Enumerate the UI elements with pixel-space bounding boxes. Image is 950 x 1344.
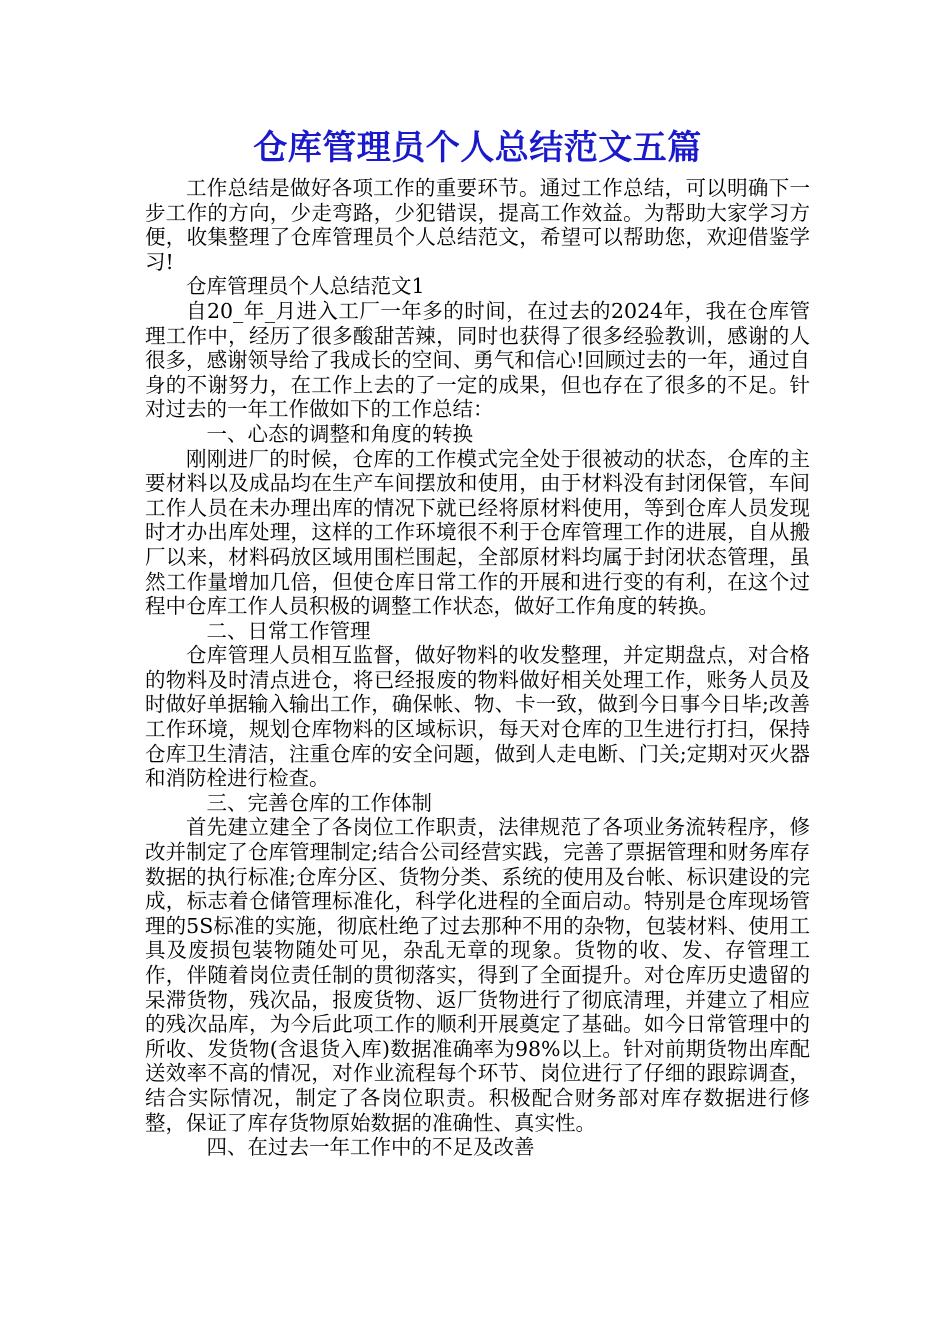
essay-subtitle: 仓库管理员个人总结范文1 bbox=[186, 274, 425, 299]
section-heading: 一、心态的调整和角度的转换 bbox=[206, 421, 473, 446]
body-paragraph: 首先建立建全了各岗位工作职责，法律规范了各项业务流转程序，修改并制定了仓库管理制定;结合公司经营实践，完善了票据管理和财务库存数据的执行标准;仓库分区、货物分类、系统的使用及台帐、标识建设的完成，标志着仓储管理标准化，科学化进程的全面启动。特别是仓库现场管理的5S标准的实施，彻底杜绝了过去那种不用的杂物，包装材料、使用工具及废损包装物随处可见，杂乱无章的现象。货物的收、发、存管理工作，伴随着岗位责任制的贯彻落实，得到了全面提升。对仓库历史遗留的呆滞货物，残次品，报废货物、返厂货物进行了彻底清理，并建立了相应的残次品库，为今后此项工作的顺利开展奠定了基础。如今日常管理中的所收、发货物(含退货入库)数据准确率为98%以上。针对前期货物出库配送效率不高的情况，对作业流程每个环节、岗位进行了仔细的跟踪调查，结合实际情况，制定了各岗位职责。积极配合财务部对库存数据进行修整，保证了库存货物原始数据的准确性、真实性。 bbox=[145, 815, 810, 1135]
body-paragraph: 自20_年_月进入工厂一年多的时间，在过去的2024年，我在仓库管理工作中，经历了很多酸甜苦辣，同时也获得了很多经验教训，感谢的人很多，感谢领导给了我成长的空间、勇气和信心!回顾过去的一年，通过自身的不谢努力，在工作上去的了一定的成果，但也存在了很多的不足。针对过去的一年工作做如下的工作总结： bbox=[145, 298, 810, 422]
document-title: 仓库管理员个人总结范文五篇 bbox=[253, 128, 702, 168]
document-page bbox=[145, 124, 810, 1160]
section-heading: 二、日常工作管理 bbox=[206, 618, 371, 643]
body-paragraph: 仓库管理人员相互监督，做好物料的收发整理，并定期盘点，对合格的物料及时清点进仓，将已经报废的物料做好相关处理工作，账务人员及时做好单据输入输出工作，确保帐、物、卡一致，做到今日事今日毕;改善工作环境，规划仓库物料的区域标识，每天对仓库的卫生进行打扫，保持仓库卫生清洁，注重仓库的安全问题，做到人走电断、门关;定期对灭火器和消防栓进行检查。 bbox=[145, 643, 810, 791]
section-heading: 四、在过去一年工作中的不足及改善 bbox=[206, 1135, 535, 1160]
section-heading: 三、完善仓库的工作体制 bbox=[206, 790, 432, 815]
body-paragraph: 刚刚进厂的时候，仓库的工作模式完全处于很被动的状态，仓库的主要材料以及成品均在生产车间摆放和使用，由于材料没有封闭保管，车间工作人员在未办理出库的情况下就已经将原材料使用，等到仓库人员发现时才办出库处理，这样的工作环境很不利于仓库管理工作的进展，自从搬厂以来，材料码放区域用围栏围起，全部原材料均属于封闭状态管理，虽然工作量增加几倍，但使仓库日常工作的开展和进行变的有利，在这个过程中仓库工作人员积极的调整工作状态，做好工作角度的转换。 bbox=[145, 446, 810, 619]
intro-paragraph: 工作总结是做好各项工作的重要环节。通过工作总结，可以明确下一步工作的方向，少走弯路，少犯错误，提高工作效益。为帮助大家学习方便，收集整理了仓库管理员个人总结范文，希望可以帮助您，欢迎借鉴学习! bbox=[145, 176, 810, 274]
